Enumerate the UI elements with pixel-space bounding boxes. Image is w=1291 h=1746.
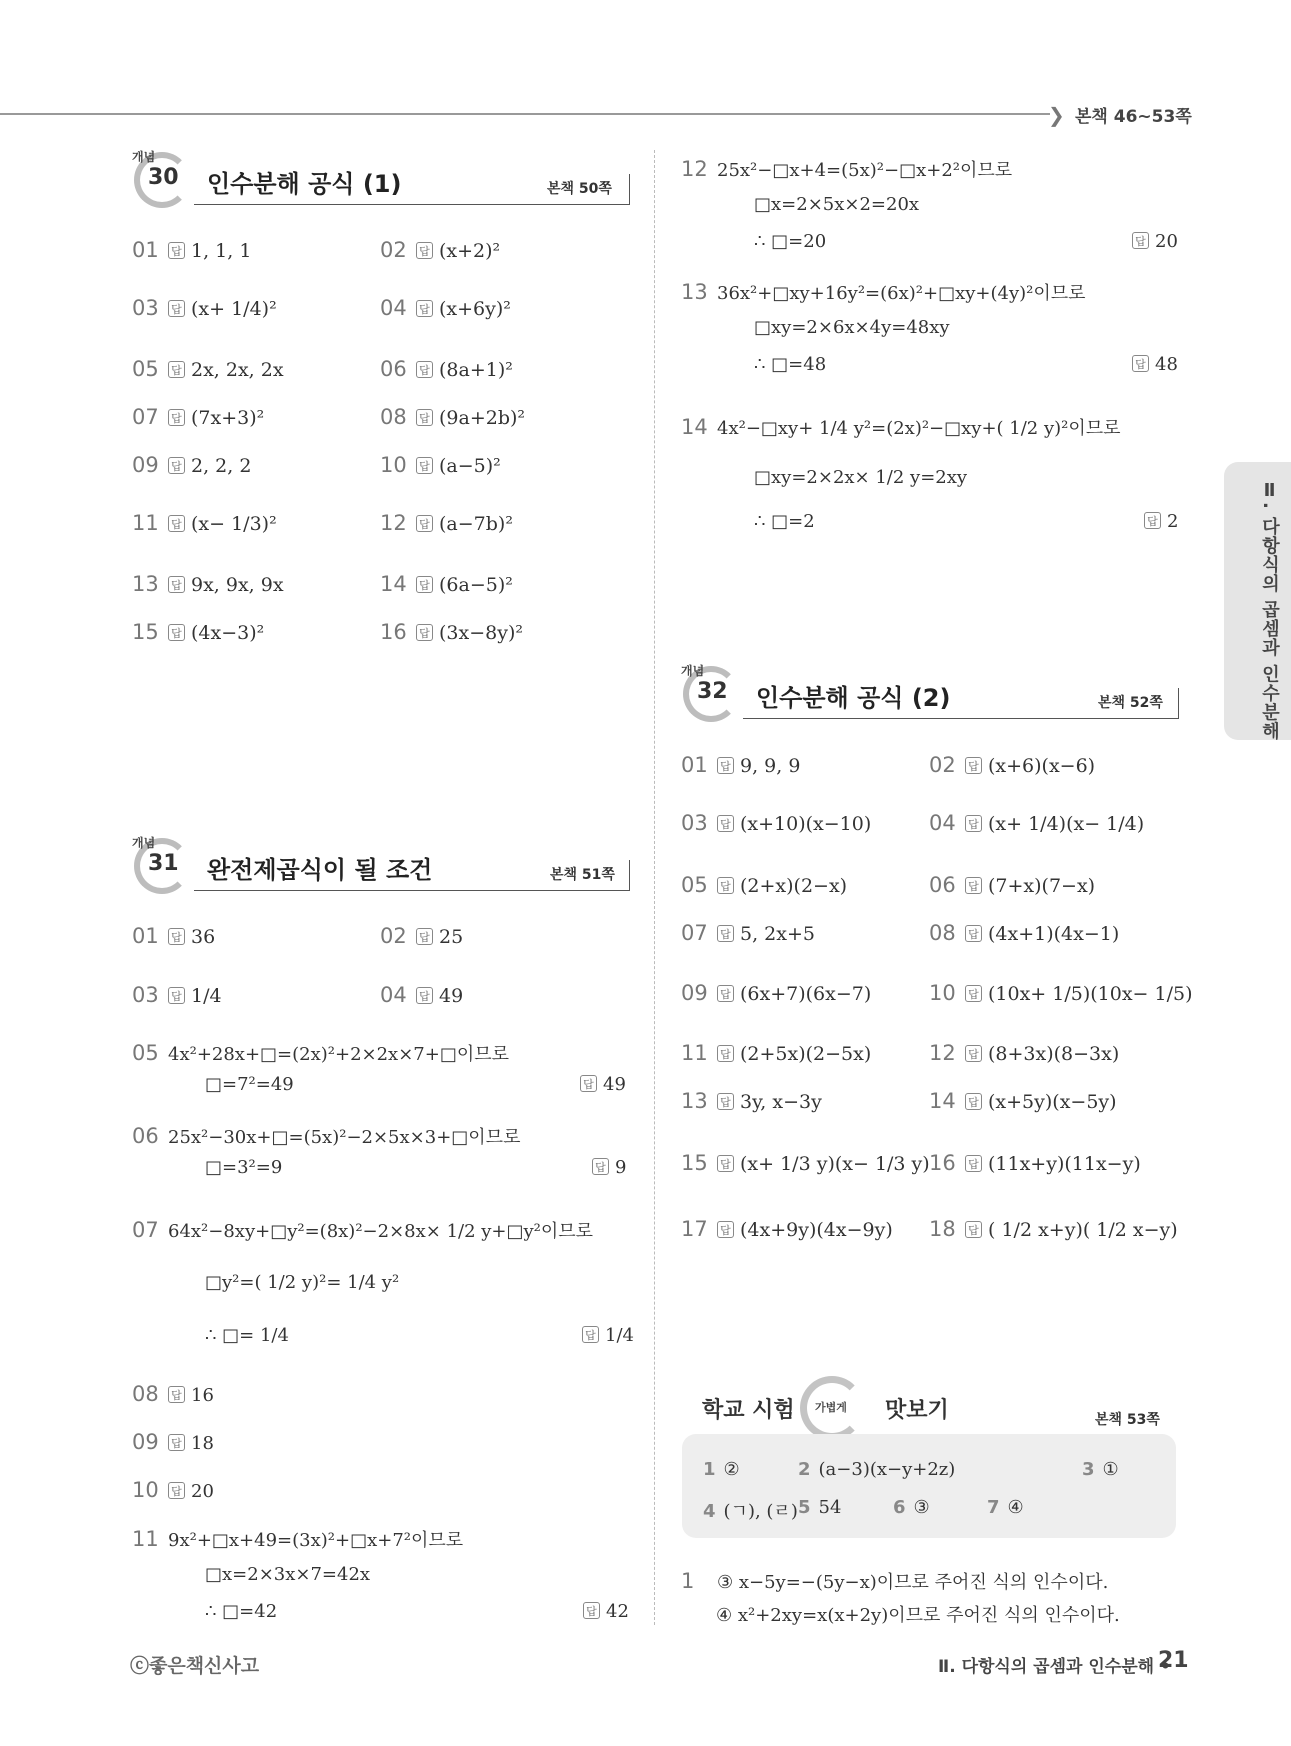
problem-number: 08 xyxy=(380,405,407,429)
problem-number: 18 xyxy=(929,1217,956,1241)
answer-item xyxy=(929,1217,1178,1241)
work-line: ∴ □=42 xyxy=(205,1601,278,1622)
page-number: 21 xyxy=(1158,1648,1189,1673)
answer-icon: 답 xyxy=(416,409,433,426)
exam-answer xyxy=(798,1497,841,1518)
answer-icon: 답 xyxy=(416,576,433,593)
answer-value: (7x+3)² xyxy=(191,407,265,429)
problem-number: 14 xyxy=(681,415,708,439)
answer-icon: 답 xyxy=(416,928,433,945)
problem-number: 06 xyxy=(132,1124,159,1148)
problem-number: 16 xyxy=(929,1151,956,1175)
problem-14 xyxy=(681,414,1121,440)
problem-number: 08 xyxy=(132,1382,159,1406)
answer-item xyxy=(380,296,511,320)
section-underline-tick xyxy=(629,174,630,205)
answer xyxy=(1132,231,1178,252)
answer-item xyxy=(929,1089,1117,1113)
exam-answer-number: 1 xyxy=(703,1459,716,1480)
answer-item xyxy=(132,924,215,948)
problem-number: 09 xyxy=(132,1430,159,1454)
answer-icon: 답 xyxy=(582,1326,599,1343)
problem-number: 12 xyxy=(681,157,708,181)
section-ref: 본책 52쪽 xyxy=(1098,695,1163,711)
answer-icon: 답 xyxy=(168,1482,185,1499)
answer-item xyxy=(929,753,1095,777)
solution-1 xyxy=(681,1568,1108,1594)
problem-number: 07 xyxy=(132,1218,159,1242)
work-line: □x=2×5x×2=20x xyxy=(754,194,920,215)
answer-item xyxy=(929,921,1119,945)
work-line: 36x²+□xy+16y²=(6x)²+□xy+(4y)²이므로 xyxy=(717,283,1086,304)
exam-title: 학교 시험 xyxy=(702,1398,795,1423)
exam-answer-number: 2 xyxy=(798,1459,811,1480)
answer-item xyxy=(380,453,501,477)
answer-value: ( 1/2 x+y)( 1/2 x−y) xyxy=(988,1219,1178,1241)
column-divider xyxy=(654,150,655,1625)
problem-number: 07 xyxy=(681,921,708,945)
problem-number: 13 xyxy=(681,1089,708,1113)
problem-number: 02 xyxy=(380,238,407,262)
answer-value: 2x, 2x, 2x xyxy=(191,359,284,381)
answer-icon: 답 xyxy=(168,515,185,532)
answer-value: (x+5y)(x−5y) xyxy=(988,1091,1117,1113)
section-32-header xyxy=(683,666,1179,736)
answer-value: (x+ 1/3 y)(x− 1/3 y) xyxy=(740,1153,930,1175)
problem-number: 09 xyxy=(681,981,708,1005)
answer-icon: 답 xyxy=(1132,355,1149,372)
exam-answer-number: 4 xyxy=(703,1501,716,1522)
answer-value: 49 xyxy=(603,1074,626,1095)
problem-number: 05 xyxy=(681,873,708,897)
answer-value: (9a+2b)² xyxy=(439,407,526,429)
section-title: 인수분해 공식 (1) xyxy=(207,170,402,198)
answer-icon: 답 xyxy=(416,457,433,474)
exam-answer xyxy=(798,1459,955,1480)
problem-09 xyxy=(132,1430,214,1454)
section-number: 32 xyxy=(697,679,728,704)
solution-line: ③ x−5y=−(5y−x)이므로 주어진 식의 인수이다. xyxy=(717,1572,1109,1593)
answer-item xyxy=(380,983,463,1007)
problem-number: 14 xyxy=(929,1089,956,1113)
problem-number: 12 xyxy=(929,1041,956,1065)
answer-value: (x+2)² xyxy=(439,240,501,262)
answer-icon: 답 xyxy=(583,1602,600,1619)
section-tag: 개념 xyxy=(132,836,156,850)
problem-number: 01 xyxy=(132,238,159,262)
problem-07 xyxy=(132,1217,593,1243)
answer-value: (x+ 1/4)(x− 1/4) xyxy=(988,813,1145,835)
answer-icon: 답 xyxy=(416,987,433,1004)
answer-icon: 답 xyxy=(168,987,185,1004)
answer-icon: 답 xyxy=(965,925,982,942)
answer xyxy=(580,1074,626,1095)
answer-value: 1, 1, 1 xyxy=(191,240,252,262)
problem-number: 05 xyxy=(132,1041,159,1065)
answer-value: (8a+1)² xyxy=(439,359,513,381)
answer-value: 9x, 9x, 9x xyxy=(191,574,284,596)
exam-answer xyxy=(987,1497,1024,1518)
answer-item xyxy=(929,811,1144,835)
publisher-logo: ⓒ좋은책신사고 xyxy=(130,1655,260,1677)
problem-number: 17 xyxy=(681,1217,708,1241)
answer-icon: 답 xyxy=(168,409,185,426)
exam-title-2: 맛보기 xyxy=(885,1398,949,1423)
section-number: 30 xyxy=(148,165,179,190)
problem-number: 03 xyxy=(681,811,708,835)
answer-icon: 답 xyxy=(168,361,185,378)
work-line: ∴ □=2 xyxy=(754,511,815,532)
answer-value: (a−5)² xyxy=(439,455,501,477)
section-30-header xyxy=(134,152,630,222)
answer-value: (6a−5)² xyxy=(439,574,513,596)
answer-icon: 답 xyxy=(965,815,982,832)
answer xyxy=(583,1601,629,1622)
chapter-side-tab-label: Ⅱ. 다항식의 곱셈과 인수분해 xyxy=(1259,480,1280,741)
answer-item xyxy=(681,981,871,1005)
answer-icon: 답 xyxy=(717,877,734,894)
exam-circle-label: 가볍게 xyxy=(815,1401,847,1414)
section-title: 완전제곱식이 될 조건 xyxy=(207,856,433,884)
answer-value: (4x+9y)(4x−9y) xyxy=(740,1219,893,1241)
answer-value: 9, 9, 9 xyxy=(740,755,801,777)
work-line: 64x²−8xy+□y²=(8x)²−2×8x× 1/2 y+□y²이므로 xyxy=(168,1221,594,1242)
answer-item xyxy=(681,1089,822,1113)
exam-ref: 본책 53쪽 xyxy=(1095,1412,1160,1428)
exam-answer xyxy=(1082,1459,1119,1480)
exam-answer xyxy=(703,1497,798,1523)
footer-chapter: Ⅱ. 다항식의 곱셈과 인수분해 • xyxy=(938,1657,1171,1677)
answer-item xyxy=(380,620,523,644)
problem-number: 10 xyxy=(929,981,956,1005)
answer-value: (6x+7)(6x−7) xyxy=(740,983,872,1005)
answer-item xyxy=(681,1151,930,1175)
work-line: ∴ □=48 xyxy=(754,354,827,375)
problem-number: 02 xyxy=(929,753,956,777)
answer-item xyxy=(681,753,800,777)
section-underline-tick xyxy=(1178,688,1179,719)
answer-value: (7+x)(7−x) xyxy=(988,875,1096,897)
problem-number: 10 xyxy=(380,453,407,477)
answer-item xyxy=(380,572,513,596)
problem-number: 06 xyxy=(929,873,956,897)
answer-value: (x+6y)² xyxy=(439,298,511,320)
answer-icon: 답 xyxy=(965,1093,982,1110)
problem-number: 1 xyxy=(681,1569,695,1593)
section-number: 31 xyxy=(148,851,179,876)
problem-08 xyxy=(132,1382,214,1406)
work-line: 25x²−30x+□=(5x)²−2×5x×3+□이므로 xyxy=(168,1127,521,1148)
answer-icon: 답 xyxy=(717,815,734,832)
answer-value: 25 xyxy=(439,926,464,948)
problem-number: 04 xyxy=(929,811,956,835)
answer-icon: 답 xyxy=(965,1221,982,1238)
problem-number: 11 xyxy=(681,1041,708,1065)
problem-number: 04 xyxy=(380,983,407,1007)
answer-item xyxy=(380,405,525,429)
exam-answer-value: ③ xyxy=(913,1497,930,1518)
section-underline xyxy=(743,718,1179,719)
answer-value: (x− 1/3)² xyxy=(191,513,277,535)
problem-number: 13 xyxy=(132,572,159,596)
answer-item xyxy=(681,921,815,945)
problem-number: 07 xyxy=(132,405,159,429)
answer-value: (8+3x)(8−3x) xyxy=(988,1043,1120,1065)
answer-icon: 답 xyxy=(717,1093,734,1110)
answer-item xyxy=(132,453,251,477)
answer-icon: 답 xyxy=(580,1075,597,1092)
answer-value: (2+5x)(2−5x) xyxy=(740,1043,872,1065)
solution-line: ④ x²+2xy=x(x+2y)이므로 주어진 식의 인수이다. xyxy=(716,1605,1120,1626)
answer-icon: 답 xyxy=(168,576,185,593)
problem-number: 04 xyxy=(380,296,407,320)
answer-value: 1/4 xyxy=(605,1325,634,1346)
problem-number: 16 xyxy=(380,620,407,644)
exam-answer xyxy=(893,1497,930,1518)
problem-number: 01 xyxy=(681,753,708,777)
answer-icon: 답 xyxy=(717,1155,734,1172)
exam-answer-value: ④ xyxy=(1007,1497,1024,1518)
work-line: ∴ □=20 xyxy=(754,231,827,252)
answer-icon: 답 xyxy=(168,242,185,259)
answer xyxy=(592,1157,626,1178)
header-rule xyxy=(0,113,1050,115)
answer-value: (11x+y)(11x−y) xyxy=(988,1153,1141,1175)
answer-item xyxy=(132,357,284,381)
answer-value: 2 xyxy=(1167,511,1179,532)
section-ref: 본책 51쪽 xyxy=(550,867,615,883)
answer-icon: 답 xyxy=(168,1434,185,1451)
work-line: □x=2×3x×7=42x xyxy=(205,1564,371,1585)
exam-answer-value: (a−3)(x−y+2z) xyxy=(818,1459,956,1480)
answer-item xyxy=(132,572,284,596)
answer-value: 5, 2x+5 xyxy=(740,923,815,945)
exam-answer-number: 7 xyxy=(987,1497,1000,1518)
work-line: □y²=( 1/2 y)²= 1/4 y² xyxy=(205,1272,400,1293)
answer-item xyxy=(681,1041,871,1065)
answer-value: (4x+1)(4x−1) xyxy=(988,923,1120,945)
exam-answer-value: 54 xyxy=(818,1497,842,1518)
answer-value: 1/4 xyxy=(191,985,222,1007)
answer-icon: 답 xyxy=(168,1386,185,1403)
problem-number: 15 xyxy=(681,1151,708,1175)
answer-value: (2+x)(2−x) xyxy=(740,875,848,897)
answer-item xyxy=(132,296,277,320)
answer-item xyxy=(132,405,264,429)
work-line: □xy=2×6x×4y=48xy xyxy=(754,317,950,338)
chevron-right-icon: ❯ xyxy=(1048,103,1065,127)
answer-item xyxy=(929,1041,1119,1065)
header-page-ref: 본책 46~53쪽 xyxy=(1075,107,1192,127)
answer-value: (4x−3)² xyxy=(191,622,265,644)
answer-value: 3y, x−3y xyxy=(740,1091,822,1113)
section-underline-tick xyxy=(629,860,630,891)
answer-value: (x+6)(x−6) xyxy=(988,755,1096,777)
work-line: 4x²−□xy+ 1/4 y²=(2x)²−□xy+( 1/2 y)²이므로 xyxy=(717,418,1121,439)
answer-value: (x+10)(x−10) xyxy=(740,813,872,835)
answer-icon: 답 xyxy=(717,1221,734,1238)
answer-item xyxy=(929,1151,1141,1175)
problem-number: 09 xyxy=(132,453,159,477)
answer-icon: 답 xyxy=(717,757,734,774)
problem-number: 06 xyxy=(380,357,407,381)
answer-value: (3x−8y)² xyxy=(439,622,523,644)
section-tag: 개념 xyxy=(132,150,156,164)
problem-13 xyxy=(681,279,1086,305)
answer xyxy=(1144,511,1178,532)
answer xyxy=(1132,354,1178,375)
problem-number: 03 xyxy=(132,296,159,320)
answer-value: 36 xyxy=(191,926,216,948)
answer-icon: 답 xyxy=(965,1045,982,1062)
section-underline xyxy=(194,890,630,891)
answer-icon: 답 xyxy=(168,928,185,945)
problem-12 xyxy=(681,156,1012,182)
section-31-header xyxy=(134,838,630,908)
answer-item xyxy=(380,924,463,948)
answer-value: 49 xyxy=(439,985,464,1007)
exam-answer-number: 5 xyxy=(798,1497,811,1518)
work-line: □=3²=9 xyxy=(205,1157,283,1178)
answer-icon: 답 xyxy=(416,515,433,532)
problem-number: 14 xyxy=(380,572,407,596)
problem-10 xyxy=(132,1478,214,1502)
answer-icon: 답 xyxy=(416,242,433,259)
answer-item xyxy=(380,357,513,381)
answer-value: 2, 2, 2 xyxy=(191,455,252,477)
problem-number: 05 xyxy=(132,357,159,381)
answer-icon: 답 xyxy=(1132,232,1149,249)
answer-value: 20 xyxy=(1155,231,1178,252)
problem-number: 15 xyxy=(132,620,159,644)
section-ref: 본책 50쪽 xyxy=(547,181,612,197)
answer-icon: 답 xyxy=(168,300,185,317)
answer xyxy=(582,1325,634,1346)
work-line: ∴ □= 1/4 xyxy=(205,1325,289,1346)
answer-item xyxy=(929,873,1095,897)
answer-value: 18 xyxy=(191,1433,214,1454)
answer-value: (a−7b)² xyxy=(439,513,513,535)
answer-value: 16 xyxy=(191,1385,214,1406)
work-line: □=7²=49 xyxy=(205,1074,294,1095)
problem-number: 10 xyxy=(132,1478,159,1502)
answer-item xyxy=(380,238,500,262)
answer-icon: 답 xyxy=(717,1045,734,1062)
answer-icon: 답 xyxy=(168,624,185,641)
problem-number: 03 xyxy=(132,983,159,1007)
answer-value: 48 xyxy=(1155,354,1178,375)
exam-answer-value: (ㄱ), (ㄹ) xyxy=(723,1501,798,1522)
answer-item xyxy=(681,811,871,835)
answer-item xyxy=(132,238,251,262)
answer-icon: 답 xyxy=(416,300,433,317)
answer-item xyxy=(681,1217,893,1241)
answer-icon: 답 xyxy=(965,1155,982,1172)
problem-06 xyxy=(132,1123,520,1149)
exam-answer-value: ① xyxy=(1102,1459,1119,1480)
problem-number: 02 xyxy=(380,924,407,948)
answer-icon: 답 xyxy=(416,361,433,378)
answer-value: 9 xyxy=(615,1157,627,1178)
problem-11 xyxy=(132,1526,463,1552)
problem-number: 01 xyxy=(132,924,159,948)
section-title: 인수분해 공식 (2) xyxy=(756,684,951,712)
problem-number: 08 xyxy=(929,921,956,945)
answer-item xyxy=(132,983,222,1007)
answer-item xyxy=(929,981,1193,1005)
answer-value: (x+ 1/4)² xyxy=(191,298,277,320)
exam-answer xyxy=(703,1459,740,1480)
problem-number: 11 xyxy=(132,1527,159,1551)
section-underline xyxy=(194,204,630,205)
exam-answer-number: 3 xyxy=(1082,1459,1095,1480)
answer-value: (10x+ 1/5)(10x− 1/5) xyxy=(988,983,1193,1005)
work-line: 25x²−□x+4=(5x)²−□x+2²이므로 xyxy=(717,160,1013,181)
exam-answer-value: ② xyxy=(723,1459,740,1480)
answer-icon: 답 xyxy=(965,757,982,774)
problem-number: 11 xyxy=(132,511,159,535)
answer-icon: 답 xyxy=(168,457,185,474)
work-line: 9x²+□x+49=(3x)²+□x+7²이므로 xyxy=(168,1530,464,1551)
answer-item xyxy=(132,511,277,535)
problem-number: 12 xyxy=(380,511,407,535)
answer-icon: 답 xyxy=(592,1158,609,1175)
answer-icon: 답 xyxy=(965,877,982,894)
answer-icon: 답 xyxy=(1144,512,1161,529)
answer-item xyxy=(380,511,513,535)
work-line: □xy=2×2x× 1/2 y=2xy xyxy=(754,467,968,488)
exam-answer-number: 6 xyxy=(893,1497,906,1518)
answer-icon: 답 xyxy=(965,985,982,1002)
problem-number: 13 xyxy=(681,280,708,304)
answer-value: 42 xyxy=(606,1601,629,1622)
problem-05 xyxy=(132,1040,509,1066)
answer-icon: 답 xyxy=(717,925,734,942)
work-line: 4x²+28x+□=(2x)²+2×2x×7+□이므로 xyxy=(168,1044,509,1065)
answer-icon: 답 xyxy=(416,624,433,641)
section-tag: 개념 xyxy=(681,664,705,678)
answer-item xyxy=(681,873,847,897)
answer-value: 20 xyxy=(191,1481,214,1502)
answer-item xyxy=(132,620,264,644)
answer-icon: 답 xyxy=(717,985,734,1002)
